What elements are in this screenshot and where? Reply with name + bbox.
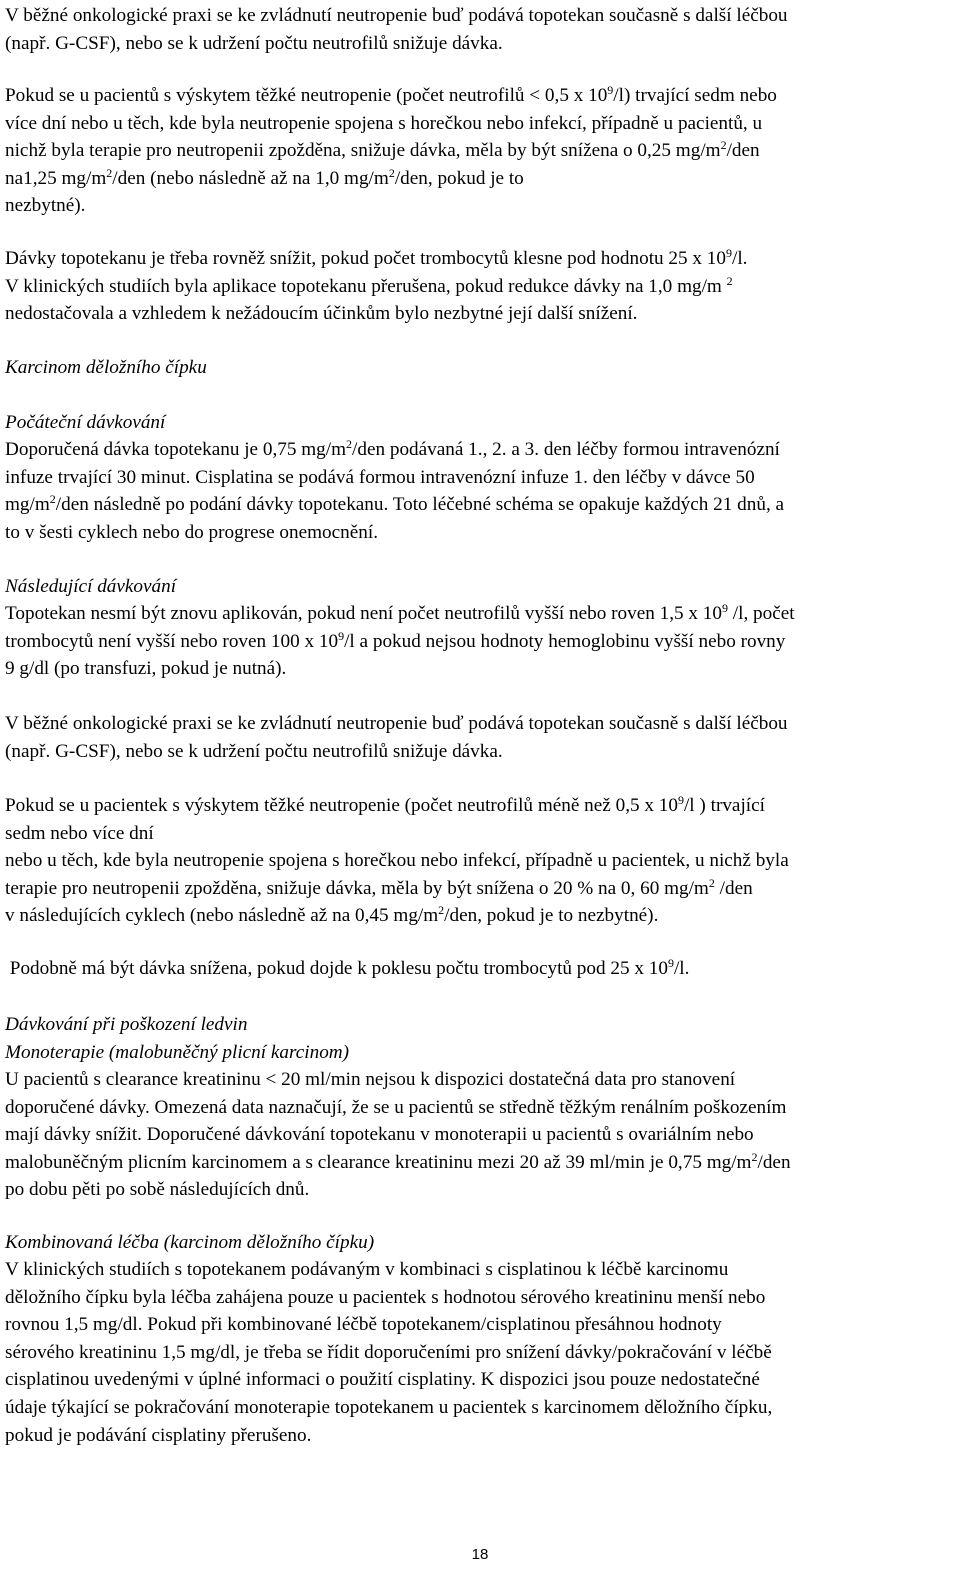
text-line: infuze trvající 30 minut. Cisplatina se podává formou intravenózní infuze 1. den léčby v dávce 50 <box>5 466 755 488</box>
text-line: v následujících cyklech (nebo následně až na 0,45 $mg/m^2$/den, pokud je to nezbytné). <box>5 903 659 927</box>
text-line: děložního čípku byla léčba zahájena pouze u pacientek s hodnotou sérového kreatininu menší nebo <box>5 1286 766 1308</box>
paragraph-readministration-criteria <box>5 600 955 683</box>
text-line: po dobu pěti po sobě následujících dnů. <box>5 1179 310 1201</box>
text-line: to v šesti cyklech nebo do progrese onemocnění. <box>5 521 378 543</box>
text-line: více dní nebo u těch, kde byla neutropenie spojena s horečkou nebo infekcí, případně u pacientů, u <box>5 112 763 134</box>
text-line: (např. G-CSF), nebo se k udržení počtu neutrofilů snižuje dávka. <box>5 32 503 54</box>
text-line: sedm nebo více dní <box>5 822 154 844</box>
heading-text: Karcinom děložního čípku <box>5 357 207 378</box>
text-line: V klinických studiích byla aplikace topotekanu přerušena, pokud redukce dávky na 1,0 mg/m $^2$ <box>5 273 733 297</box>
text-line: pokud je podávání cisplatiny přerušeno. <box>5 1424 312 1446</box>
text-line: sérového kreatininu 1,5 mg/dl, je třeba se řídit doporučeními pro snížení dávky/pokračování v léčbě <box>5 1341 772 1363</box>
text-line: Podobně má být dávka snížena, pokud dojde k poklesu počtu trombocytů pod 25 x $10^9/l$. <box>5 956 690 979</box>
text-line: U pacientů s clearance kreatininu < 20 ml/min nejsou k dispozici dostatečná data pro stanovení <box>5 1069 736 1090</box>
text-line: Pokud se u pacientů s výskytem těžké neutropenie (počet neutrofilů < 0,5 x $10^9/l$) trvající sedm nebo <box>5 83 777 106</box>
text-line: Topotekan nesmí být znovu aplikován, pokud není počet neutrofilů vyšší nebo roven 1,5 x $10^9$ /l, počet <box>5 601 795 624</box>
text-line: (např. G-CSF), nebo se k udržení počtu neutrofilů snižuje dávka. <box>5 740 503 762</box>
text-line: údaje týkající se pokračování monoterapie topotekanem u pacientek s karcinomem děložního čípku, <box>5 1396 773 1418</box>
paragraph-monotherapy-renal <box>5 1066 955 1204</box>
text-line: V běžné onkologické praxi se ke zvládnutí neutropenie buď podává topotekan současně s další léčbou <box>5 5 788 26</box>
text-line: V běžné onkologické praxi se ke zvládnutí neutropenie buď podává topotekan současně s další léčbou <box>5 713 788 734</box>
paragraph-thrombocyte-decline <box>5 955 955 983</box>
paragraph-combination-cisplatin <box>5 1256 955 1449</box>
text-line: trombocytů není vyšší nebo roven 100 x $10^9/l$ a pokud nejsou hodnoty hemoglobinu vyšší nebo rovny <box>5 628 786 652</box>
section-heading-combination-therapy <box>5 1229 955 1257</box>
text-line: Pokud se u pacientek s výskytem těžké neutropenie (počet neutrofilů méně než 0,5 x $10^9/l$ ) trvající <box>5 793 765 816</box>
paragraph-neutropenia-practice-2 <box>5 710 955 765</box>
text-line: Doporučená dávka topotekanu je 0,75 $mg/m^2$/den podávaná 1., 2. a 3. den léčby formou intravenózní <box>5 437 780 460</box>
subheading-text: Monoterapie (malobuněčný plicní karcinom) <box>5 1041 350 1063</box>
section-heading-renal-impairment <box>5 1011 955 1066</box>
section-heading-initial-dosing <box>5 409 955 437</box>
text-line: mají dávky snížit. Doporučené dávkování topotekanu v monoterapii u pacientů s ovariálním nebo <box>5 1124 754 1146</box>
text-line: nezbytné). <box>5 195 86 217</box>
paragraph-dose-reduction-neutropenia <box>5 82 955 220</box>
heading-text: Dávkování při poškození ledvin <box>5 1014 248 1035</box>
heading-text: Kombinovaná léčba (karcinom děložního čípku) <box>5 1232 375 1253</box>
text-line: nebo u těch, kde byla neutropenie spojena s horečkou nebo infekcí, případně u pacientek, u nichž byla <box>5 850 789 872</box>
paragraph-dose-reduction-patients <box>5 792 955 930</box>
text-line: Dávky topotekanu je třeba rovněž snížit, pokud počet trombocytů klesne pod hodnotu 25 x $10^9/l$. <box>5 246 748 269</box>
paragraph-recommended-dose <box>5 436 955 546</box>
section-heading-subsequent-dosing <box>5 573 955 601</box>
text-line: malobuněčným plicním karcinomem a s clearance kreatininu mezi 20 až 39 ml/min je 0,75 $mg/m^2$/den <box>5 1149 791 1173</box>
text-line: cisplatinou uvedenými v úplné informaci o použití cisplatiny. K dispozici jsou pouze nedostatečné <box>5 1369 760 1391</box>
text-line: nichž byla terapie pro neutropenii zpožděna, snižuje dávka, měla by být snížena o 0,25 $mg/m^2$/den <box>5 138 760 162</box>
text-line: V klinických studiích s topotekanem podávaným v kombinaci s cisplatinou k léčbě karcinomu <box>5 1259 729 1280</box>
paragraph-neutropenia-practice-1 <box>5 2 955 57</box>
text-line: 9 g/dl (po transfuzi, pokud je nutná). <box>5 658 287 680</box>
section-heading-cervical-carcinoma <box>5 354 955 382</box>
text-line: rovnou 1,5 mg/dl. Pokud při kombinované léčbě topotekanem/cisplatinou přesáhnou hodnoty <box>5 1314 722 1336</box>
paragraph-thrombocyte-reduction <box>5 245 955 328</box>
text-line: terapie pro neutropenii zpožděna, snižuje dávka, měla by být snížena o 20 % na 0, 60 $mg/m^2$ /den <box>5 875 753 899</box>
text-line: $mg/m^2$/den následně po podání dávky topotekanu. Toto léčebné schéma se opakuje každých 21 dnů, a <box>5 492 785 516</box>
page-number: 18 <box>471 1546 489 1563</box>
text-line: doporučené dávky. Omezená data naznačují, že se u pacientů se středně těžkým renálním poškozením <box>5 1096 787 1118</box>
text-line: na1,25 $mg/m^2$/den (nebo následně až na 1,0 $mg/m^2$/den, pokud je to <box>5 165 524 189</box>
heading-text: Následující dávkování <box>5 576 177 597</box>
heading-text: Počáteční dávkování <box>5 412 166 433</box>
text-line: nedostačovala a vzhledem k nežádoucím účinkům bylo nezbytné její další snížení. <box>5 303 638 325</box>
